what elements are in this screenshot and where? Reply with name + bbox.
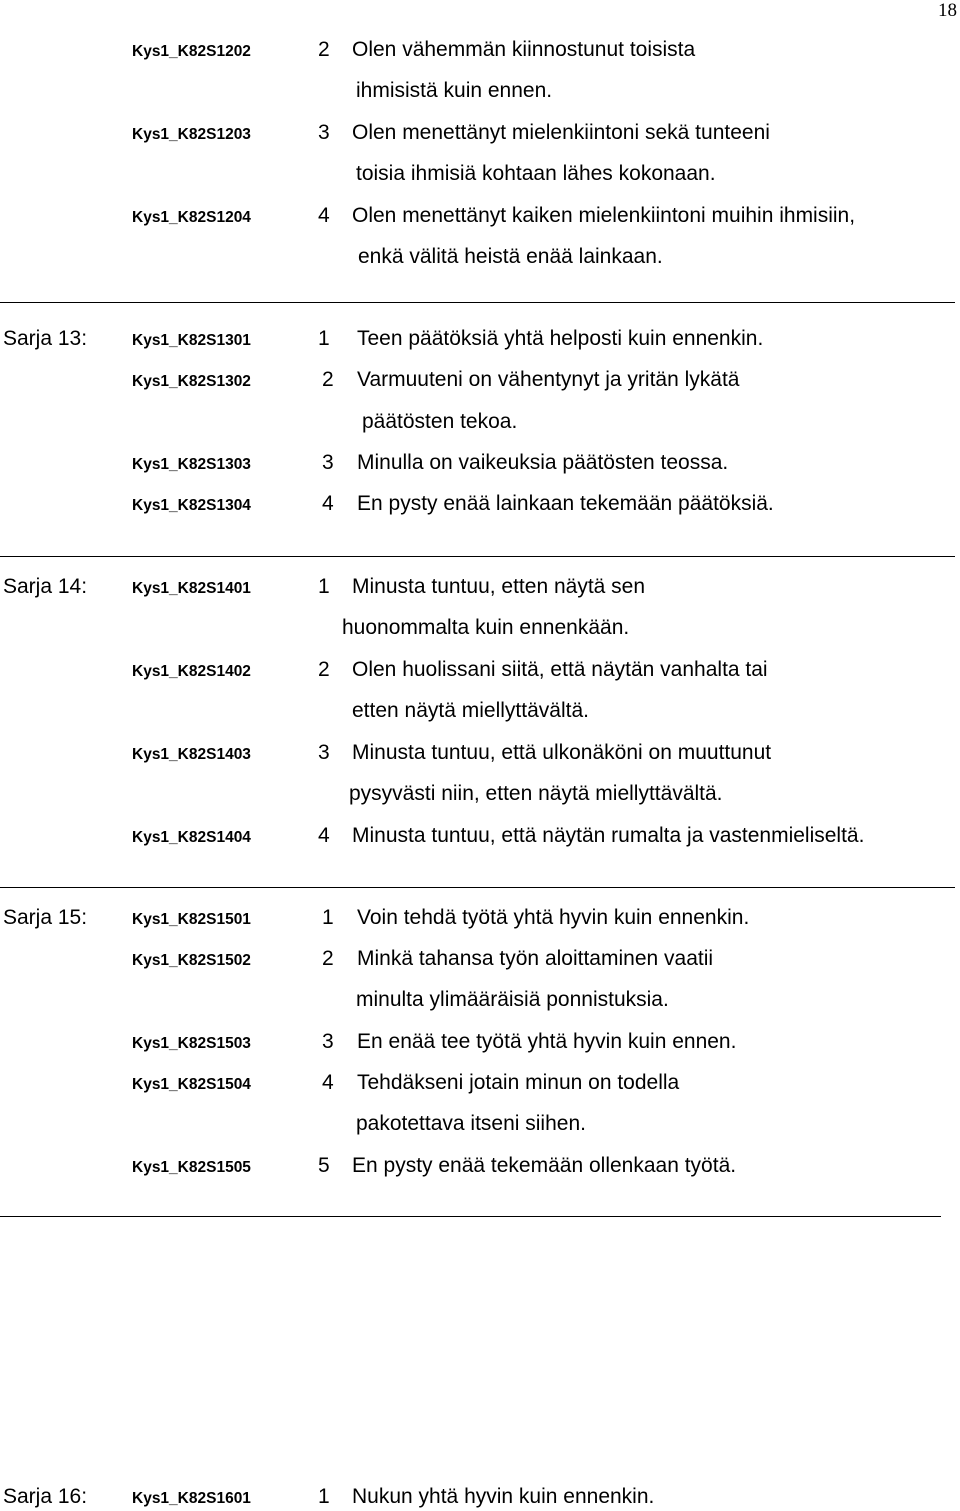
item-text: Olen menettänyt mielenkiintoni sekä tunteeni	[352, 121, 770, 144]
item-code: Kys1_K82S1302	[132, 373, 251, 390]
item-text: Olen menettänyt kaiken mielenkiintoni muihin ihmisiin,	[352, 204, 856, 227]
item-code: Kys1_K82S1504	[132, 1076, 251, 1093]
item-code: Kys1_K82S1503	[132, 1035, 251, 1052]
item-number: 3	[318, 741, 330, 764]
item-code: Kys1_K82S1301	[132, 332, 251, 349]
section-divider	[0, 887, 955, 888]
series-label: Sarja 16:	[3, 1485, 88, 1508]
item-text: etten näytä miellyttävältä.	[352, 699, 589, 722]
item-text: Olen huolissani siitä, että näytän vanhalta tai	[352, 658, 768, 681]
item-number: 4	[322, 1071, 334, 1094]
item-number: 3	[322, 451, 334, 474]
item-text: En pysty enää lainkaan tekemään päätöksiä.	[357, 492, 774, 515]
item-text: Minkä tahansa työn aloittaminen vaatii	[357, 947, 714, 970]
item-text: pakotettava itseni siihen.	[356, 1112, 586, 1135]
item-text: Olen vähemmän kiinnostunut toisista	[352, 38, 696, 61]
item-code: Kys1_K82S1203	[132, 126, 251, 143]
item-number: 2	[318, 658, 330, 681]
item-code: Kys1_K82S1202	[132, 43, 251, 60]
item-number: 3	[322, 1030, 334, 1053]
series-label: Sarja 15:	[3, 906, 88, 929]
item-text: Teen päätöksiä yhtä helposti kuin ennenkin.	[357, 327, 764, 350]
item-text: pysyvästi niin, etten näytä miellyttävältä.	[349, 782, 723, 805]
item-text: En enää tee työtä yhtä hyvin kuin ennen.	[357, 1030, 737, 1053]
item-code: Kys1_K82S1601	[132, 1490, 251, 1507]
item-code: Kys1_K82S1501	[132, 911, 251, 928]
item-text: En pysty enää tekemään ollenkaan työtä.	[352, 1154, 737, 1177]
item-code: Kys1_K82S1401	[132, 580, 251, 597]
section-divider	[0, 556, 955, 557]
item-text: huonommalta kuin ennenkään.	[342, 616, 630, 639]
item-text: ihmisistä kuin ennen.	[356, 79, 553, 102]
item-number: 2	[322, 368, 334, 391]
item-number: 3	[318, 121, 330, 144]
item-number: 2	[318, 38, 330, 61]
series-label: Sarja 14:	[3, 575, 88, 598]
item-code: Kys1_K82S1505	[132, 1159, 251, 1176]
item-text: Varmuuteni on vähentynyt ja yritän lykätä	[357, 368, 740, 391]
item-number: 1	[318, 575, 330, 598]
item-code: Kys1_K82S1204	[132, 209, 251, 226]
item-text: Tehdäkseni jotain minun on todella	[357, 1071, 680, 1094]
item-number: 4	[322, 492, 334, 515]
item-code: Kys1_K82S1502	[132, 952, 251, 969]
item-text: Minulla on vaikeuksia päätösten teossa.	[357, 451, 729, 474]
item-code: Kys1_K82S1304	[132, 497, 251, 514]
item-number: 1	[322, 906, 334, 929]
item-text: päätösten tekoa.	[362, 410, 518, 433]
item-text: Voin tehdä työtä yhtä hyvin kuin ennenkin.	[357, 906, 750, 929]
item-number: 1	[318, 327, 330, 350]
item-number: 4	[318, 824, 330, 847]
item-text: enkä välitä heistä enää lainkaan.	[358, 245, 663, 268]
page-number: 18	[938, 0, 957, 21]
item-code: Kys1_K82S1403	[132, 746, 251, 763]
item-code: Kys1_K82S1404	[132, 829, 251, 846]
item-number: 4	[318, 204, 330, 227]
item-text: toisia ihmisiä kohtaan lähes kokonaan.	[356, 162, 716, 185]
item-text: Minusta tuntuu, että näytän rumalta ja vastenmieliseltä.	[352, 824, 865, 847]
item-text: Minusta tuntuu, etten näytä sen	[352, 575, 646, 598]
item-text: minulta ylimääräisiä ponnistuksia.	[356, 988, 669, 1011]
item-text: Nukun yhtä hyvin kuin ennenkin.	[352, 1485, 655, 1508]
item-number: 5	[318, 1154, 330, 1177]
section-divider	[0, 1216, 941, 1217]
series-label: Sarja 13:	[3, 327, 88, 350]
item-text: Minusta tuntuu, että ulkonäköni on muuttunut	[352, 741, 772, 764]
item-number: 1	[318, 1485, 330, 1508]
section-divider	[0, 302, 955, 303]
item-code: Kys1_K82S1303	[132, 456, 251, 473]
item-number: 2	[322, 947, 334, 970]
item-code: Kys1_K82S1402	[132, 663, 251, 680]
